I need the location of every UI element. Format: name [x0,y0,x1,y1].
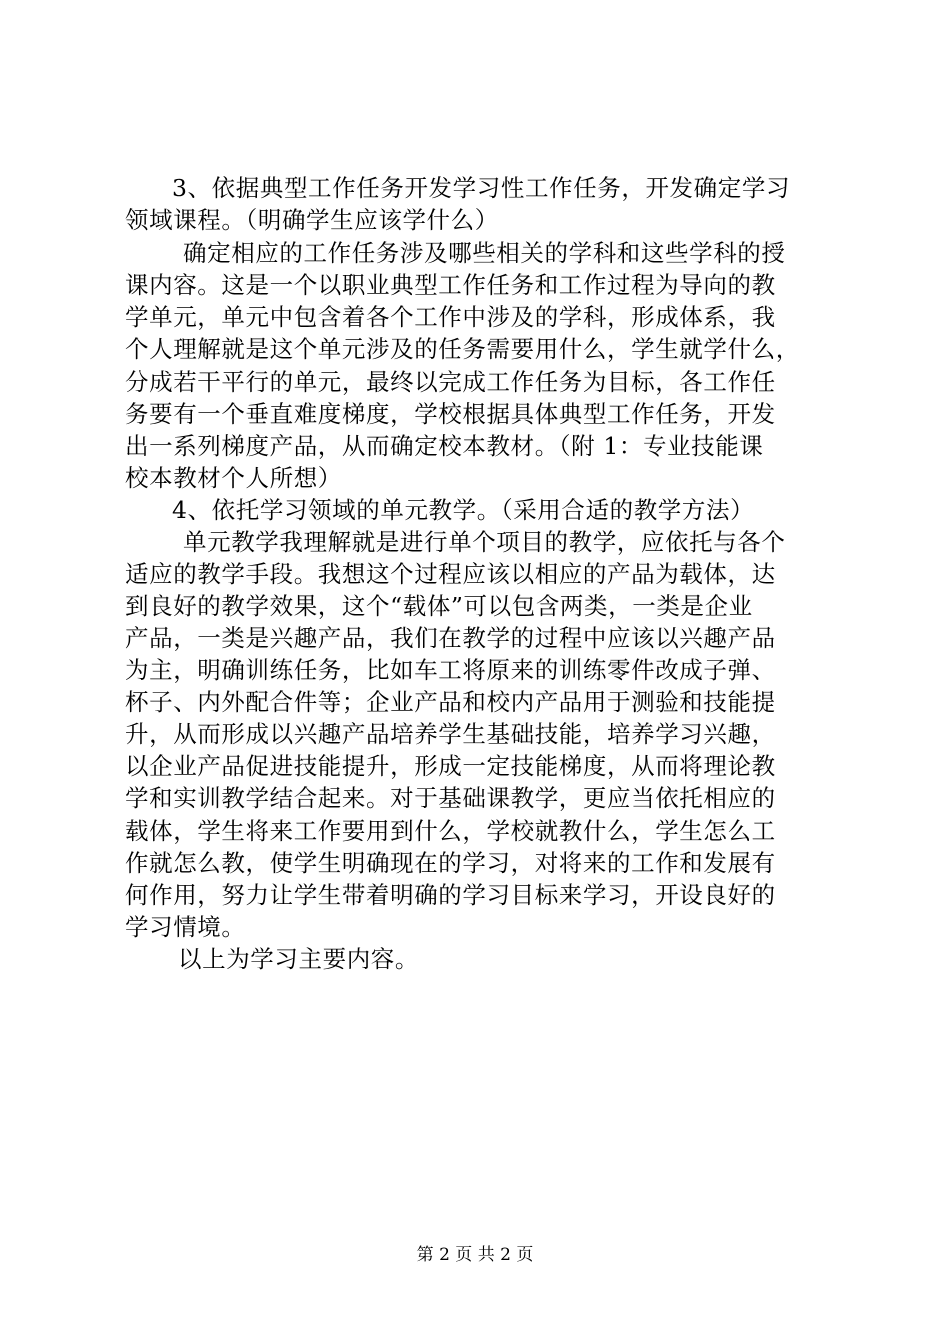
text-line: 作就怎么教，使学生明确现在的学习，对将来的工作和发展有 [125,849,776,877]
text-line: 产品，一类是兴趣产品，我们在教学的过程中应该以兴趣产品 [125,624,776,652]
text-line: 课内容。这是一个以职业典型工作任务和工作过程为导向的教 [125,271,776,299]
text-line: 为主，明确训练任务，比如车工将原来的训练零件改成子弹、 [125,656,776,684]
text-line: 学习情境。 [125,913,246,941]
text-line: 个人理解就是这个单元涉及的任务需要用什么，学生就学什么， [125,335,800,363]
text-line: 学和实训教学结合起来。对于基础课教学，更应当依托相应的 [125,784,776,812]
text-line: 4、依托学习领域的单元教学。（采用合适的教学方法） [172,496,755,524]
text-line: 确定相应的工作任务涉及哪些相关的学科和这些学科的授 [183,239,786,267]
page-number-footer: 第 2 页 共 2 页 [416,1245,534,1265]
text-line: 单元教学我理解就是进行单个项目的教学，应依托与各个 [183,528,786,556]
text-line: 出一系列梯度产品，从而确定校本教材。（附 1：专业技能课 [125,432,764,460]
text-line: 载体，学生将来工作要用到什么，学校就教什么，学生怎么工 [125,817,776,845]
text-line: 3、依据典型工作任务开发学习性工作任务，开发确定学习 [172,174,791,202]
text-line: 学单元，单元中包含着各个工作中涉及的学科，形成体系，我 [125,303,776,331]
text-line: 务要有一个垂直难度梯度，学校根据具体典型工作任务，开发 [125,400,776,428]
text-line: 到良好的教学效果，这个“载体”可以包含两类，一类是企业 [125,592,753,620]
text-line: 校本教材个人所想） [125,464,342,492]
text-line: 领域课程。（明确学生应该学什么） [125,206,499,234]
text-line: 适应的教学手段。我想这个过程应该以相应的产品为载体，达 [125,560,776,588]
text-line: 以企业产品促进技能提升，形成一定技能梯度，从而将理论教 [125,752,776,780]
text-line: 分成若干平行的单元，最终以完成工作任务为目标，各工作任 [125,368,776,396]
text-line: 以上为学习主要内容。 [178,945,419,973]
text-line: 升，从而形成以兴趣产品培养学生基础技能，培养学习兴趣， [125,720,776,748]
text-line: 何作用，努力让学生带着明确的学习目标来学习，开设良好的 [125,881,776,909]
text-line: 杯子、内外配合件等；企业产品和校内产品用于测验和技能提 [125,688,776,716]
